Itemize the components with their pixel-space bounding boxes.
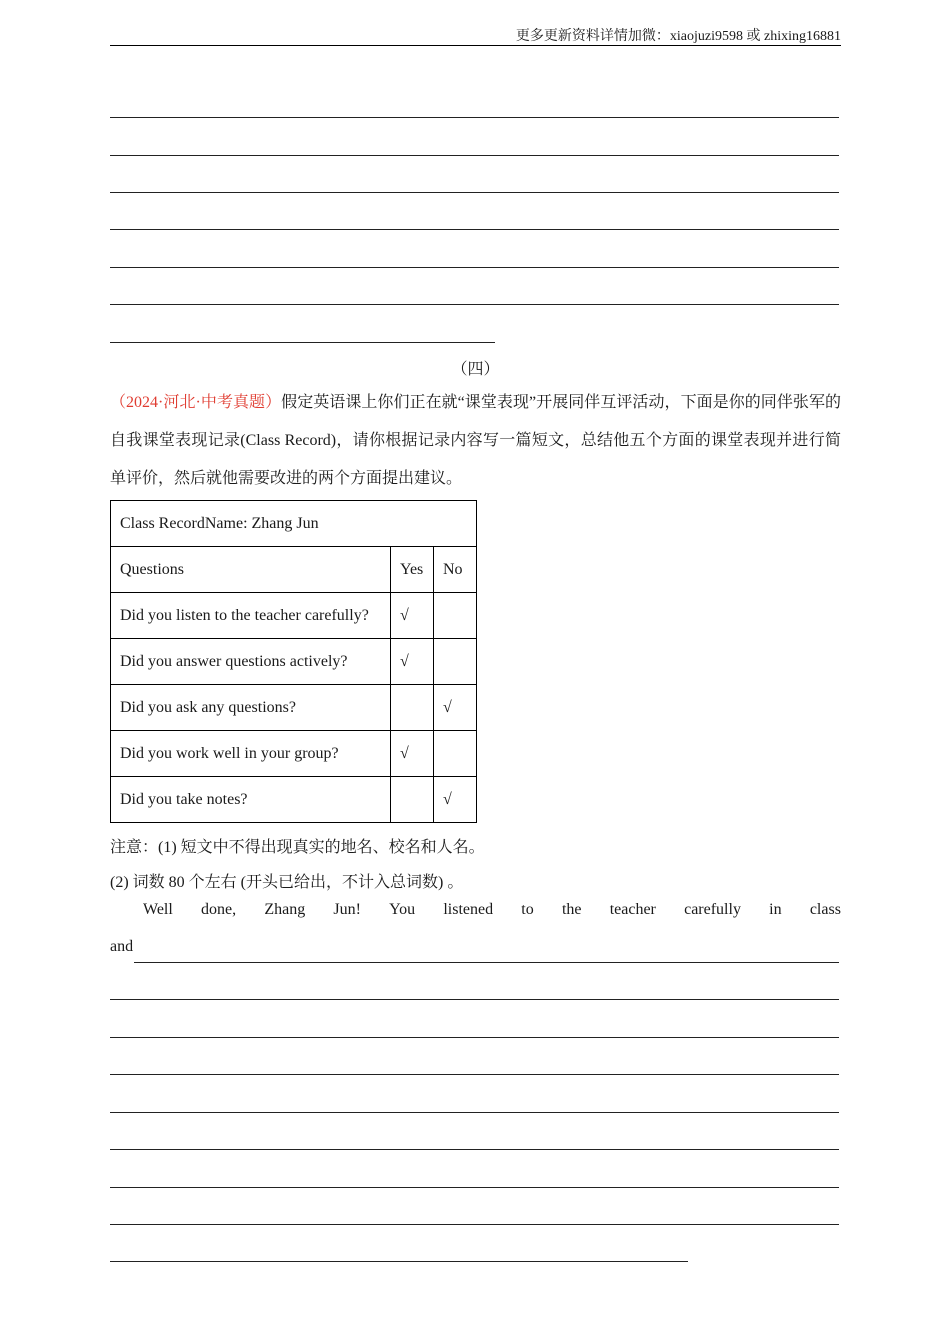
answer-line — [110, 999, 839, 1000]
class-record-table — [110, 500, 477, 823]
passage-word: in — [769, 901, 782, 918]
answer-line — [110, 1261, 688, 1262]
header-no: No — [434, 547, 477, 593]
passage-word: class — [809, 901, 841, 918]
answer-line — [110, 1112, 839, 1113]
note-line-2: (2) 词数 80 个左右 (开头已给出，不计入总词数) 。 — [110, 874, 464, 891]
answer-line — [110, 117, 839, 118]
yes-check: √ — [391, 731, 434, 777]
table-row — [111, 685, 477, 731]
passage-word: Jun! — [333, 901, 361, 918]
answer-line — [110, 192, 839, 193]
no-check — [434, 639, 477, 685]
prompt-text: 假定英语课上你们正在就“课堂表现”开展同伴互评活动，下面是你的同伴张军的自我课堂表现记录(Class Record)，请你根据记录内容写一篇短文，总结他五个方面的课堂表现并进行简单评价，然后就他需要改进的两个方面提出建议。 — [110, 394, 841, 487]
table-row — [111, 593, 477, 639]
header-yes: Yes — [391, 547, 434, 593]
yes-check: √ — [391, 639, 434, 685]
answer-line — [110, 1037, 839, 1038]
answer-line — [134, 962, 839, 963]
question-cell: Did you ask any questions? — [111, 685, 391, 731]
table-row — [111, 639, 477, 685]
table-title-row — [111, 501, 477, 547]
passage-word: You — [389, 901, 416, 918]
passage-word: listened — [443, 901, 494, 918]
question-source: （2024·河北·中考真题） — [110, 394, 282, 411]
header-rule — [110, 45, 841, 46]
yes-check — [391, 685, 434, 731]
table-row — [111, 777, 477, 823]
answer-line — [110, 229, 839, 230]
table-row — [111, 731, 477, 777]
table-header-row — [111, 547, 477, 593]
no-check: √ — [434, 685, 477, 731]
question-cell: Did you take notes? — [111, 777, 391, 823]
passage-word: to — [521, 901, 534, 918]
passage-word: teacher — [609, 901, 656, 918]
passage-word: done, — [201, 901, 237, 918]
answer-line — [110, 342, 495, 343]
passage-opening — [110, 900, 841, 920]
passage-word: Well — [143, 901, 173, 918]
note-line-1: 注意：(1) 短文中不得出现真实的地名、校名和人名。 — [110, 839, 485, 856]
answer-line — [110, 267, 839, 268]
answer-line — [110, 1224, 839, 1225]
question-cell: Did you work well in your group? — [111, 731, 391, 777]
no-check: √ — [434, 777, 477, 823]
answer-line — [110, 155, 839, 156]
passage-word: Zhang — [264, 901, 306, 918]
question-cell: Did you answer questions actively? — [111, 639, 391, 685]
yes-check: √ — [391, 593, 434, 639]
yes-check — [391, 777, 434, 823]
passage-word: the — [561, 901, 582, 918]
no-check — [434, 593, 477, 639]
no-check — [434, 731, 477, 777]
passage-word: carefully — [684, 901, 741, 918]
table-title: Class RecordName: Zhang Jun — [111, 501, 477, 547]
section-number: （四） — [451, 361, 500, 378]
header-questions: Questions — [111, 547, 391, 593]
writing-passage — [110, 900, 841, 955]
answer-line — [110, 1074, 839, 1075]
question-cell: Did you listen to the teacher carefully? — [111, 593, 391, 639]
answer-line — [110, 1187, 839, 1188]
answer-line — [110, 1149, 839, 1150]
question-prompt — [110, 384, 841, 498]
page-header-contact: 更多更新资料详情加微：xiaojuzi9598 或 zhixing16881 — [515, 29, 841, 44]
answer-line — [110, 304, 839, 305]
passage-continuation: and — [110, 938, 134, 955]
